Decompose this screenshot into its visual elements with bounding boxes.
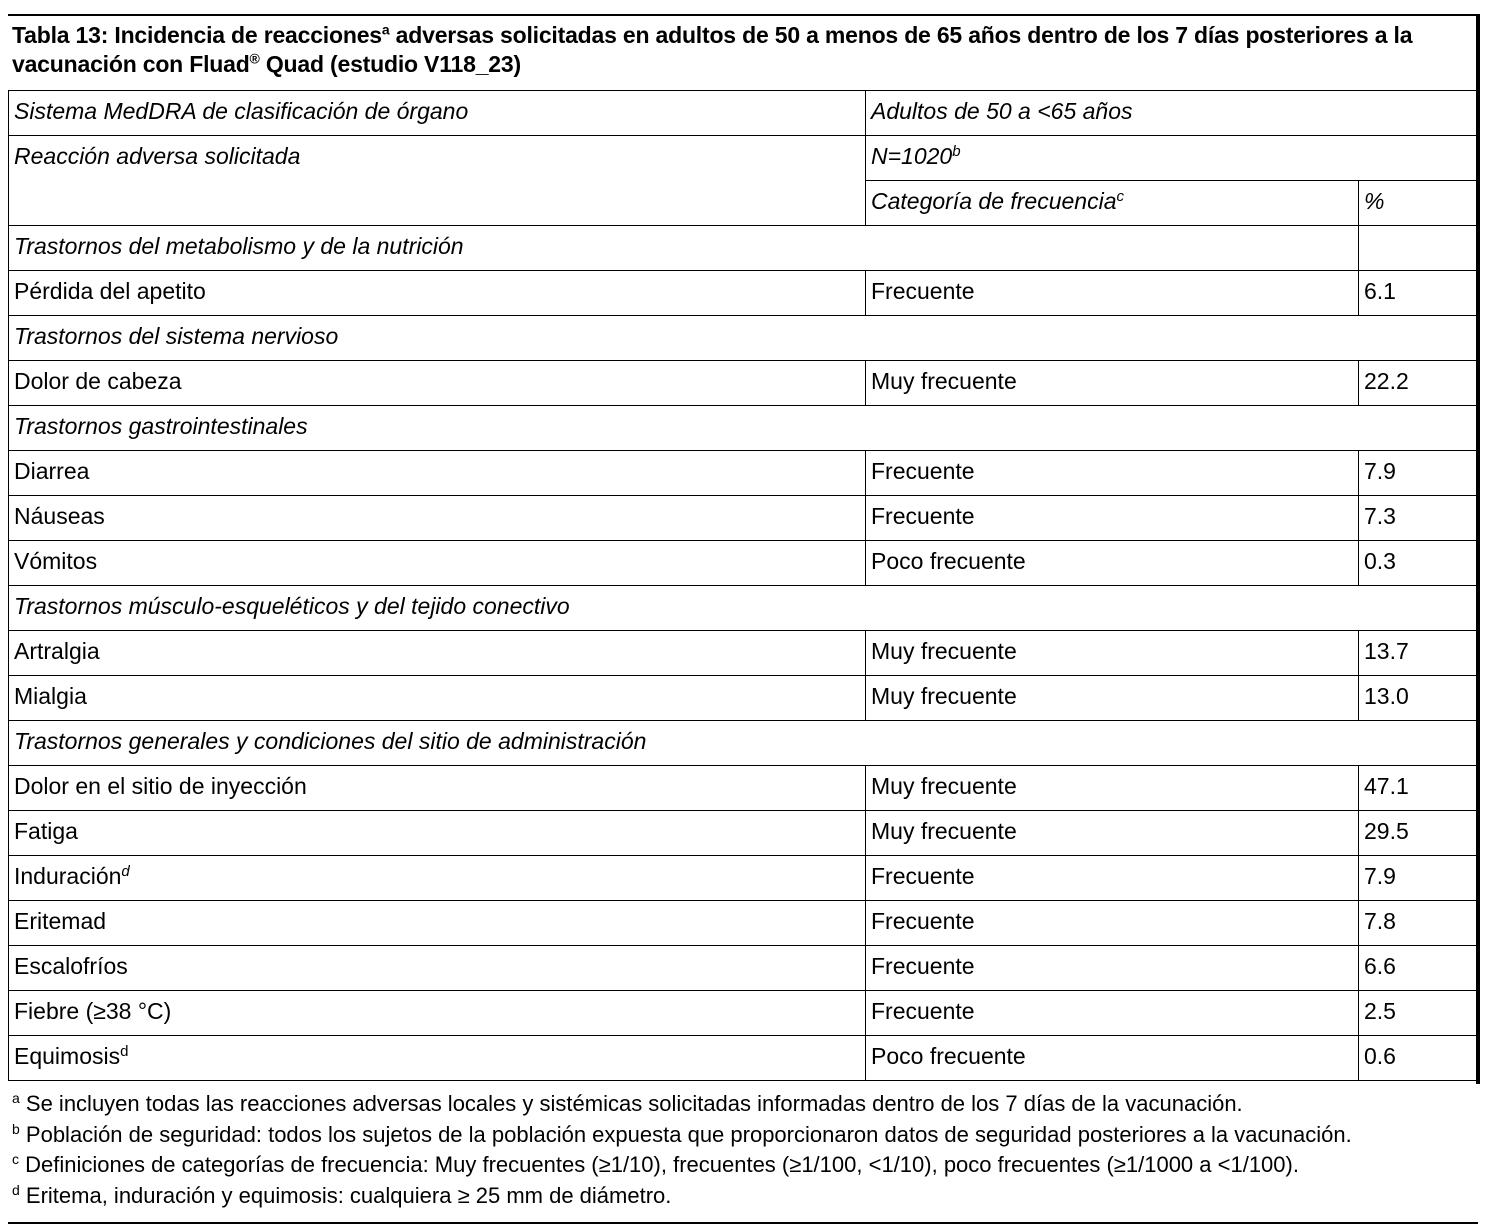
footnote-c <box>12 1150 1472 1181</box>
empty-cell <box>1359 226 1479 271</box>
frequency-category: Frecuente <box>866 496 1359 541</box>
frequency-category: Muy frecuente <box>866 811 1359 856</box>
reaction-cell <box>9 271 866 316</box>
reaction-name: Artralgia <box>14 638 100 664</box>
percent-value: 22.2 <box>1359 361 1479 406</box>
organ-class-name: Trastornos del metabolismo y de la nutrición <box>9 226 1359 271</box>
title-prefix: Tabla 13: Incidencia de reacciones <box>12 22 382 48</box>
frequency-category: Muy frecuente <box>866 676 1359 721</box>
table-row <box>9 856 1479 901</box>
group-row <box>9 406 1479 451</box>
header-frequency-category <box>866 181 1359 226</box>
header-row-1 <box>9 91 1479 136</box>
organ-class-name: Trastornos del sistema nervioso <box>9 316 1479 361</box>
header-row-2 <box>9 136 1479 181</box>
table-row <box>9 541 1479 586</box>
reaction-name: Eritemad <box>14 908 107 934</box>
header-frequency-label: Categoría de frecuencia <box>871 188 1117 214</box>
footnote-mark: d <box>12 1181 20 1198</box>
reaction-cell <box>9 901 866 946</box>
header-n-value: N=1020 <box>871 143 953 169</box>
footnote-text: Población de seguridad: todos los sujetos de la población expuesta que proporcionaron datos de seguridad posteriores a la vacunación. <box>19 1121 1352 1147</box>
percent-value: 47.1 <box>1359 766 1479 811</box>
footnote-a <box>12 1089 1472 1120</box>
reaction-cell <box>9 946 866 991</box>
table-row <box>9 1036 1479 1081</box>
frequency-category: Poco frecuente <box>866 541 1359 586</box>
reaction-name: Escalofríos <box>14 953 128 979</box>
table-row <box>9 631 1479 676</box>
table-row <box>9 496 1479 541</box>
percent-value: 0.3 <box>1359 541 1479 586</box>
group-row <box>9 226 1479 271</box>
frequency-category: Frecuente <box>866 901 1359 946</box>
percent-value: 7.8 <box>1359 901 1479 946</box>
footnote-d <box>12 1181 1472 1212</box>
frequency-category: Frecuente <box>866 271 1359 316</box>
reaction-name: Equimosis <box>14 1043 121 1069</box>
reaction-cell <box>9 856 866 901</box>
percent-value: 6.6 <box>1359 946 1479 991</box>
frequency-category: Frecuente <box>866 451 1359 496</box>
table-body <box>9 91 1479 1081</box>
footnote-mark: c <box>12 1151 19 1167</box>
percent-value: 29.5 <box>1359 811 1479 856</box>
reaction-name: Diarrea <box>14 458 90 484</box>
frequency-category: Frecuente <box>866 946 1359 991</box>
frequency-category: Frecuente <box>866 991 1359 1036</box>
reaction-name: Dolor de cabeza <box>14 368 182 394</box>
header-reaction: Reacción adversa solicitada <box>9 136 866 226</box>
percent-value: 7.9 <box>1359 451 1479 496</box>
group-row <box>9 316 1479 361</box>
footnotes <box>12 1089 1472 1211</box>
organ-class-name: Trastornos generales y condiciones del sitio de administración <box>9 721 1479 766</box>
percent-value: 7.9 <box>1359 856 1479 901</box>
reaction-footnote: d <box>121 863 130 880</box>
reaction-name: Fatiga <box>14 818 78 844</box>
footnote-mark: a <box>12 1090 20 1106</box>
title-footnote-a: a <box>381 21 390 38</box>
reaction-cell <box>9 361 866 406</box>
header-organ-class: Sistema MedDRA de clasificación de órgano <box>9 91 866 136</box>
percent-value: 0.6 <box>1359 1036 1479 1081</box>
table-row <box>9 991 1479 1036</box>
title-middle: adversas solicitadas en adultos de 50 a menos de 65 años dentro de los 7 días posteriores a la vacunación con Fluad <box>12 22 1413 77</box>
title-registered-mark: ® <box>249 50 260 67</box>
table-row <box>9 676 1479 721</box>
group-row <box>9 721 1479 766</box>
reaction-name: Náuseas <box>14 503 105 529</box>
bottom-rule <box>8 1222 1478 1224</box>
table-row <box>9 901 1479 946</box>
percent-value: 7.3 <box>1359 496 1479 541</box>
reaction-cell <box>9 811 866 856</box>
organ-class-name: Trastornos músculo-esqueléticos y del tejido conectivo <box>9 586 1479 631</box>
percent-value: 13.0 <box>1359 676 1479 721</box>
table-row <box>9 766 1479 811</box>
reaction-name: Fiebre (≥38 °C) <box>14 998 172 1024</box>
reaction-name: Dolor en el sitio de inyección <box>14 773 307 799</box>
reaction-cell <box>9 451 866 496</box>
reaction-name: Vómitos <box>14 548 98 574</box>
frequency-category: Poco frecuente <box>866 1036 1359 1081</box>
reaction-cell <box>9 496 866 541</box>
organ-class-name: Trastornos gastrointestinales <box>9 406 1479 451</box>
reaction-name: Induración <box>14 863 122 889</box>
table-row <box>9 811 1479 856</box>
reaction-cell <box>9 676 866 721</box>
table-row <box>9 361 1479 406</box>
footnote-text: Se incluyen todas las reacciones adversas locales y sistémicas solicitadas informadas dentro de los 7 días de la vacunación. <box>19 1091 1243 1116</box>
footnote-b <box>12 1120 1472 1151</box>
frequency-category: Muy frecuente <box>866 631 1359 676</box>
reaction-cell <box>9 991 866 1036</box>
reaction-cell <box>9 631 866 676</box>
reaction-footnote: d <box>120 1043 129 1060</box>
header-n-footnote: b <box>952 143 961 160</box>
footnote-text: Eritema, induración y equimosis: cualquiera ≥ 25 mm de diámetro. <box>19 1182 672 1208</box>
header-percent: % <box>1359 181 1479 226</box>
header-sample-size <box>866 136 1479 181</box>
reaction-name: Mialgia <box>14 683 87 709</box>
group-row <box>9 586 1479 631</box>
footnote-mark: b <box>12 1120 20 1137</box>
reaction-cell <box>9 1036 866 1081</box>
frequency-category: Muy frecuente <box>866 361 1359 406</box>
table-title <box>12 21 1452 79</box>
percent-value: 13.7 <box>1359 631 1479 676</box>
table-row <box>9 271 1479 316</box>
reaction-cell <box>9 766 866 811</box>
frequency-category: Frecuente <box>866 856 1359 901</box>
header-age-group: Adultos de 50 a <65 años <box>866 91 1479 136</box>
footnote-text: Definiciones de categorías de frecuencia: Muy frecuentes (≥1/10), frecuentes (≥1/100, <1/10), poco frecuentes (≥1/1000 a <1/100). <box>19 1152 1299 1177</box>
top-rule <box>8 14 1478 16</box>
reaction-cell <box>9 541 866 586</box>
table-row <box>9 451 1479 496</box>
header-frequency-footnote: c <box>1116 188 1124 205</box>
percent-value: 2.5 <box>1359 991 1479 1036</box>
reaction-name: Pérdida del apetito <box>14 278 206 304</box>
table-row <box>9 946 1479 991</box>
title-suffix: Quad (estudio V118_23) <box>259 51 521 77</box>
adverse-reactions-table <box>8 90 1479 1081</box>
percent-value: 6.1 <box>1359 271 1479 316</box>
frequency-category: Muy frecuente <box>866 766 1359 811</box>
